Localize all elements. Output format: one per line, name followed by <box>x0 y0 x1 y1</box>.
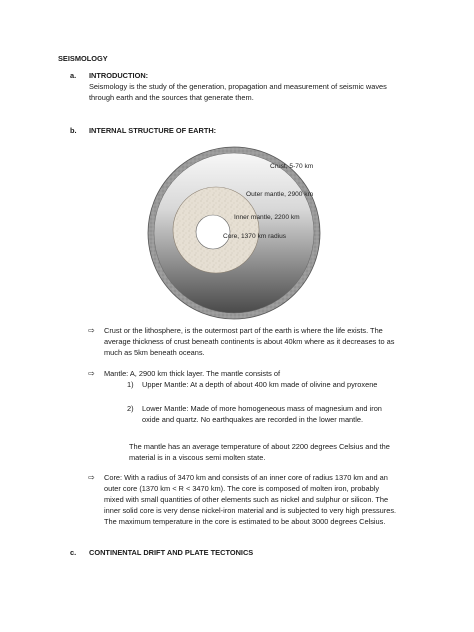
mantle-temp-line-2: material is in a viscous semi molten state. <box>129 453 266 462</box>
bullet-arrow-icon: ⇨ <box>88 326 95 335</box>
mantle-item-2-line-1: Lower Mantle: Made of more homogeneous mass of magnesium and iron <box>142 404 382 413</box>
core-line-1: Core: With a radius of 3470 km and consists of an inner core of radius 1370 km and an <box>104 473 388 482</box>
mantle-item-1-number: 1) <box>127 380 134 389</box>
inner-mantle-label: Inner mantle, 2200 km <box>234 214 300 221</box>
bullet-arrow-icon: ⇨ <box>88 369 95 378</box>
crust-line-1: Crust or the lithosphere, is the outermost part of the earth is where the life exists. The <box>104 326 383 335</box>
mantle-temp-line-1: The mantle has an average temperature of about 2200 degrees Celsius and the <box>129 442 390 451</box>
section-b-marker: b. <box>70 126 77 135</box>
mantle-item-2-number: 2) <box>127 404 134 413</box>
section-b-title: INTERNAL STRUCTURE OF EARTH: <box>89 126 217 135</box>
intro-line-2: through earth and the sources that generate them. <box>89 93 254 102</box>
earth-structure-diagram <box>134 146 334 321</box>
core-line-3: mixed with small quantities of other elements such as nickel and sulphur or silicon. The <box>104 495 389 504</box>
core-label: Core, 1370 km radius <box>223 233 287 240</box>
section-a-marker: a. <box>70 71 77 80</box>
mantle-item-2-line-2: oxide and quartz. No earthquakes are recorded in the lower mantle. <box>142 415 364 424</box>
core-line-2: outer core (1370 km < R < 3470 km). The core is composed of molten iron, probably <box>104 484 380 493</box>
core-line-5: The maximum temperature in the core is estimated to be about 3000 degrees Celsius. <box>104 517 386 526</box>
mantle-intro: Mantle: A, 2900 km thick layer. The mantle consists of <box>104 369 281 378</box>
mantle-item-1: Upper Mantle: At a depth of about 400 km made of olivine and pyroxene <box>142 380 378 389</box>
crust-line-2: average thickness of crust beneath continents is about 40km where as it decreases to as <box>104 337 395 346</box>
intro-line-1: Seismology is the study of the generation, propagation and measurement of seismic waves <box>89 82 387 91</box>
section-c-marker: c. <box>70 548 77 557</box>
core-line-4: inner solid core is very dense nickel-iron material and is subjected to very high pressures. <box>104 506 397 515</box>
crust-line-3: much as 5km beneath oceans. <box>104 348 205 357</box>
section-c-title: CONTINENTAL DRIFT AND PLATE TECTONICS <box>89 548 254 557</box>
crust-label: Crust, 5-70 km <box>270 163 314 170</box>
outer-mantle-label: Outer mantle, 2900 km <box>246 191 314 198</box>
bullet-arrow-icon: ⇨ <box>88 473 95 482</box>
section-a-title: INTRODUCTION: <box>89 71 149 80</box>
core-layer <box>196 215 230 249</box>
page-heading: SEISMOLOGY <box>58 54 108 63</box>
